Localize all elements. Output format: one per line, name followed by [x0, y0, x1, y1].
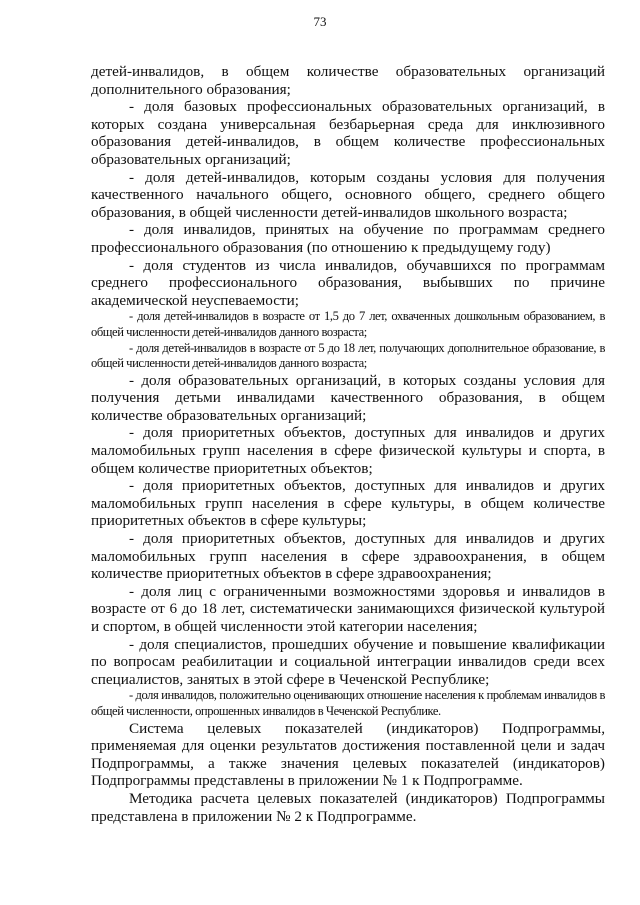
list-item-sport-objects: - доля приоритетных объектов, доступных для инвалидов и других маломобильных групп населения в сфере физической культуры и спорта, в общем количестве приоритетных объектов;	[91, 424, 605, 477]
list-item-preschool-coverage: - доля детей-инвалидов в возрасте от 1,5 до 7 лет, охваченных дошкольным образованием, в общей численности детей-инвалидов данного возраста;	[91, 309, 605, 339]
paragraph-methodology: Методика расчета целевых показателей (индикаторов) Подпрограммы представлена в приложении № 2 к Подпрограмме.	[91, 789, 605, 825]
paragraph-continuation: детей-инвалидов, в общем количестве образовательных организаций дополнительного образования;	[91, 63, 605, 98]
page-number: 73	[313, 14, 327, 29]
list-item-dropped-students: - доля студентов из числа инвалидов, обучавшихся по программам среднего профессионального образования, выбывших по причине академической неуспеваемости;	[91, 256, 605, 309]
list-item-health-objects: - доля приоритетных объектов, доступных для инвалидов и других маломобильных групп населения в сфере здравоохранения, в общем количестве приоритетных объектов в сфере здравоохранения;	[91, 530, 605, 583]
paragraph-indicator-system: Система целевых показателей (индикаторов) Подпрограммы, применяемая для оценки результатов достижения поставленной цели и задач Подпрограммы, а также значения целевых показателей (индикаторов) Подпрограммы представлены в приложении № 1 к Подпрограмме.	[91, 719, 605, 790]
list-item-admitted-invalids: - доля инвалидов, принятых на обучение по программам среднего профессионального образования (по отношению к предыдущему году)	[91, 221, 605, 256]
list-item-sport-participation: - доля лиц с ограниченными возможностями здоровья и инвалидов в возрасте от 6 до 18 лет, систематически занимающихся физической культурой и спортом, в общей численности этой категории населения;	[91, 582, 605, 635]
list-item-culture-objects: - доля приоритетных объектов, доступных для инвалидов и других маломобильных групп населения в сфере культуры, в общем количестве приоритетных объектов в сфере культуры;	[91, 477, 605, 530]
list-item-base-prof-orgs: - доля базовых профессиональных образовательных организаций, в которых создана универсальная безбарьерная среда для инклюзивного образования детей-инвалидов, в общем количестве профессиональных образовательных организаций;	[91, 98, 605, 168]
list-item-additional-education: - доля детей-инвалидов в возрасте от 5 до 18 лет, получающих дополнительное образование, в общей численности детей-инвалидов данного возраста;	[91, 340, 605, 371]
list-item-specialists-training: - доля специалистов, прошедших обучение и повышение квалификации по вопросам реабилитации и социальной интеграции инвалидов среди всех специалистов, занятых в этой сфере в Чеченской Республике;	[91, 635, 605, 688]
page-body	[91, 63, 605, 825]
list-item-quality-education-conditions: - доля детей-инвалидов, которым созданы условия для получения качественного начального общего, основного общего, среднего общего образования, в общей численности детей-инвалидов школьного возраста;	[91, 168, 605, 221]
list-item-edu-orgs-conditions: - доля образовательных организаций, в которых созданы условия для получения детьми инвалидами качественного образования, в общем количестве образовательных организаций;	[91, 371, 605, 424]
list-item-public-attitude: - доля инвалидов, положительно оценивающих отношение населения к проблемам инвалидов в общей численности, опрошенных инвалидов в Чеченской Республике.	[91, 688, 605, 718]
